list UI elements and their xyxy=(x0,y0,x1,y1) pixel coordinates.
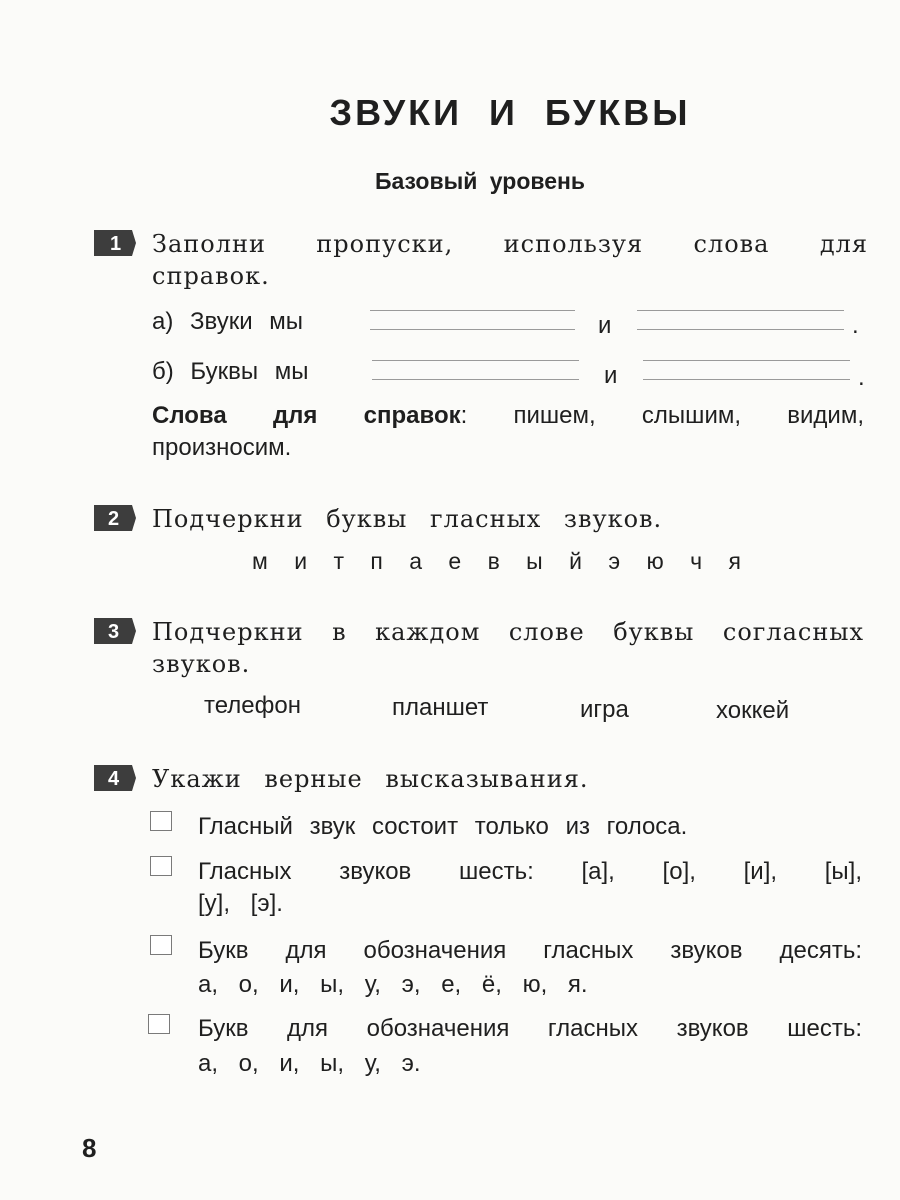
option-1-checkbox[interactable] xyxy=(150,811,172,831)
task-1-hint-line2: произносим. xyxy=(152,434,292,461)
task-1a-label: а) Звуки мы xyxy=(152,308,304,335)
task-3-text-line1: Подчеркни в каждом слове буквы согласных xyxy=(152,618,864,646)
task-1-text-line1: Заполни пропуски, используя слова для xyxy=(152,230,868,258)
task-3-word: телефон xyxy=(204,692,301,719)
task-2-badge xyxy=(94,505,136,531)
option-4-checkbox[interactable] xyxy=(148,1014,170,1034)
option-3-checkbox[interactable] xyxy=(150,935,172,955)
option-3-line1: Букв для обозначения гласных звуков десять: xyxy=(198,937,862,964)
task-3-word: планшет xyxy=(392,694,489,721)
option-2-checkbox[interactable] xyxy=(150,856,172,876)
task-1a-conj: и xyxy=(598,312,612,339)
task-1b-label: б) Буквы мы xyxy=(152,358,309,385)
option-3-line2: а, о, и, ы, у, э, е, ё, ю, я. xyxy=(198,971,588,998)
task-1a-blank-2[interactable] xyxy=(637,310,844,330)
option-2-line2: [у], [э]. xyxy=(198,890,283,917)
task-3-text-line2: звуков. xyxy=(152,650,251,678)
task-3-word: хоккей xyxy=(716,697,790,724)
hint-words: : пишем, слышим, видим, xyxy=(460,402,864,429)
task-1-number: 1 xyxy=(110,233,122,255)
task-2-number: 2 xyxy=(108,508,120,530)
task-1-hint-line1 xyxy=(152,402,864,430)
task-1-text-line2: справок. xyxy=(152,262,270,290)
task-1a-blank-1[interactable] xyxy=(370,310,575,330)
task-1b-blank-2[interactable] xyxy=(643,360,850,380)
task-1b-conj: и xyxy=(604,362,618,389)
task-2-text: Подчеркни буквы гласных звуков. xyxy=(152,505,663,533)
task-2-letters: м и т п а е в ы й э ю ч я xyxy=(252,548,742,574)
level-subtitle: Базовый уровень xyxy=(374,168,586,194)
task-4-text: Укажи верные высказывания. xyxy=(152,765,589,793)
task-1b-blank-1[interactable] xyxy=(372,360,579,380)
option-1-line1: Гласный звук состоит только из голоса. xyxy=(198,813,688,840)
hint-label: Слова для справок xyxy=(152,402,461,429)
task-3-badge xyxy=(94,618,136,644)
task-3-number: 3 xyxy=(108,621,120,643)
task-1a-period: . xyxy=(852,312,859,339)
page-number: 8 xyxy=(82,1133,97,1163)
option-4-line2: а, о, и, ы, у, э. xyxy=(198,1050,421,1077)
option-2-line1: Гласных звуков шесть: [а], [о], [и], [ы], xyxy=(198,858,862,885)
task-4-number: 4 xyxy=(108,768,120,790)
task-1-badge xyxy=(94,230,136,256)
page-title: ЗВУКИ И БУКВЫ xyxy=(329,92,691,133)
option-4-line1: Букв для обозначения гласных звуков шесть: xyxy=(198,1015,862,1042)
task-4-badge xyxy=(94,765,136,791)
task-1b-period: . xyxy=(858,364,865,391)
task-3-word: игра xyxy=(580,696,629,723)
